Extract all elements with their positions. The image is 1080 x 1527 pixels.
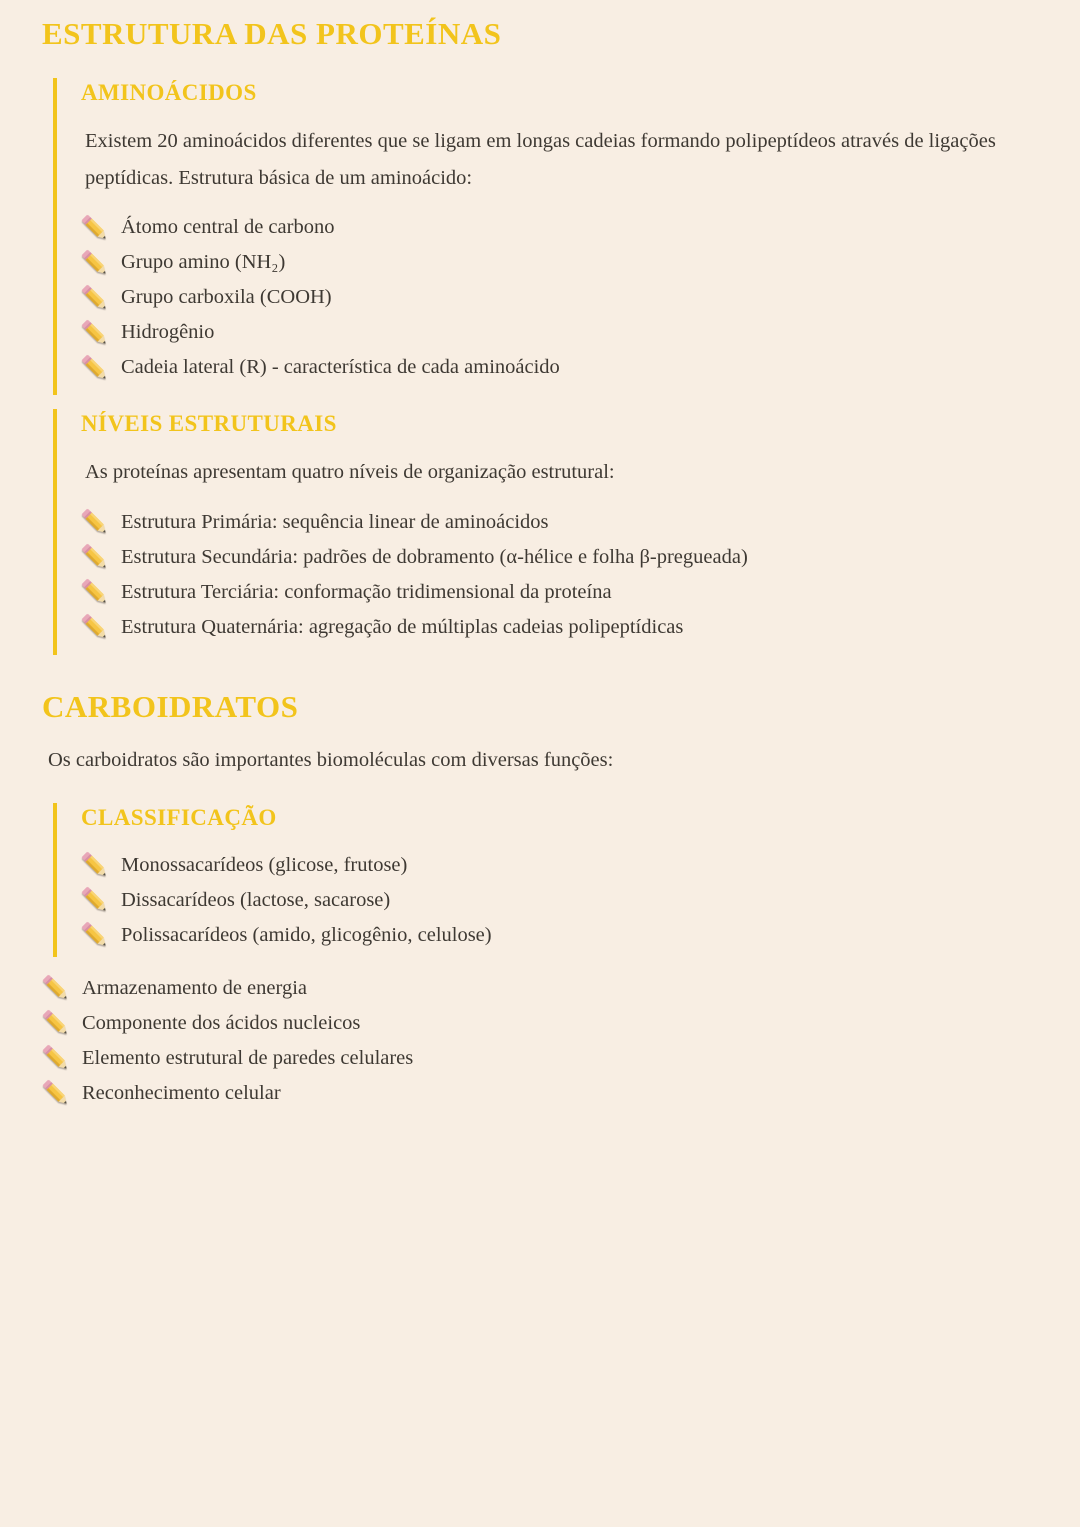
list-item-text: Estrutura Primária: sequência linear de aminoácidos: [121, 510, 549, 533]
list-item-text: Dissacarídeos (lactose, sacarose): [121, 889, 391, 912]
section-proteinas: [42, 16, 1040, 655]
pencil-icon: [81, 922, 108, 949]
list-item-text: Armazenamento de energia: [82, 977, 308, 1000]
list-item-text: Elemento estrutural de paredes celulares: [82, 1047, 414, 1070]
block-niveis-estruturais: [53, 409, 1040, 654]
list-item-text: Hidrogênio: [121, 321, 215, 344]
niveis-list: [81, 505, 1040, 645]
list-item-text: Estrutura Secundária: padrões de dobramento (α-hélice e folha β-pregueada): [121, 545, 748, 568]
list-item: [42, 1076, 1040, 1111]
list-item: [81, 505, 1040, 540]
list-item: [42, 1041, 1040, 1076]
list-item-text: Estrutura Terciária: conformação tridimensional da proteína: [121, 580, 612, 603]
carboidratos-title: CARBOIDRATOS: [42, 688, 299, 724]
list-item: [81, 210, 1040, 245]
list-item: [81, 575, 1040, 610]
pencil-icon: [81, 544, 108, 571]
pencil-icon: [42, 1080, 69, 1107]
funcoes-list: [42, 971, 1040, 1111]
pencil-icon: [81, 319, 108, 346]
pencil-icon: [42, 1045, 69, 1072]
list-item: [81, 540, 1040, 575]
pencil-icon: [42, 975, 69, 1002]
pencil-icon: [81, 509, 108, 536]
list-item: [81, 610, 1040, 645]
pencil-icon: [81, 852, 108, 879]
pencil-icon: [81, 614, 108, 641]
list-item: [81, 315, 1040, 350]
classificacao-list: [81, 848, 1040, 953]
list-item-text: Cadeia lateral (R) - característica de cada aminoácido: [121, 356, 560, 379]
list-item-text: Componente dos ácidos nucleicos: [82, 1012, 361, 1035]
list-item: [81, 245, 1040, 280]
list-item: [81, 883, 1040, 918]
pencil-icon: [42, 1010, 69, 1037]
pencil-icon: [81, 354, 108, 381]
list-item: [81, 350, 1040, 385]
aminoacidos-intro: Existem 20 aminoácidos diferentes que se ligam em longas cadeias formando polipeptídeos através de ligações peptídicas. Estrutura básica de um aminoácido:: [85, 129, 996, 189]
list-item: [81, 280, 1040, 315]
list-item: [81, 918, 1040, 953]
pencil-icon: [81, 284, 108, 311]
list-item-text: Grupo amino (NH₂): [121, 251, 286, 274]
pencil-icon: [81, 249, 108, 276]
pencil-icon: [81, 887, 108, 914]
list-item: [42, 971, 1040, 1006]
list-item: [42, 1006, 1040, 1041]
list-item-text: Polissacarídeos (amido, glicogênio, celulose): [121, 924, 492, 947]
pencil-icon: [81, 579, 108, 606]
list-item: [81, 848, 1040, 883]
page-title: ESTRUTURA DAS PROTEÍNAS: [42, 16, 502, 51]
aminoacidos-list: [81, 210, 1040, 385]
list-item-text: Grupo carboxila (COOH): [121, 286, 332, 309]
niveis-heading: NÍVEIS ESTRUTURAIS: [81, 411, 337, 437]
list-item-text: Monossacarídeos (glicose, frutose): [121, 854, 408, 877]
list-item-text: Reconhecimento celular: [82, 1082, 281, 1105]
block-aminoacidos: [53, 78, 1040, 396]
aminoacidos-heading: AMINOÁCIDOS: [81, 79, 257, 105]
classificacao-heading: CLASSIFICAÇÃO: [81, 804, 277, 830]
carboidratos-intro: Os carboidratos são importantes biomoléculas com diversas funções:: [48, 749, 614, 772]
pencil-icon: [81, 214, 108, 241]
niveis-intro: As proteínas apresentam quatro níveis de organização estrutural:: [85, 461, 615, 484]
list-item-text: Estrutura Quaternária: agregação de múltiplas cadeias polipeptídicas: [121, 615, 684, 638]
section-carboidratos: [42, 689, 1040, 1111]
block-classificacao: [53, 803, 1040, 957]
list-item-text: Átomo central de carbono: [121, 216, 335, 239]
